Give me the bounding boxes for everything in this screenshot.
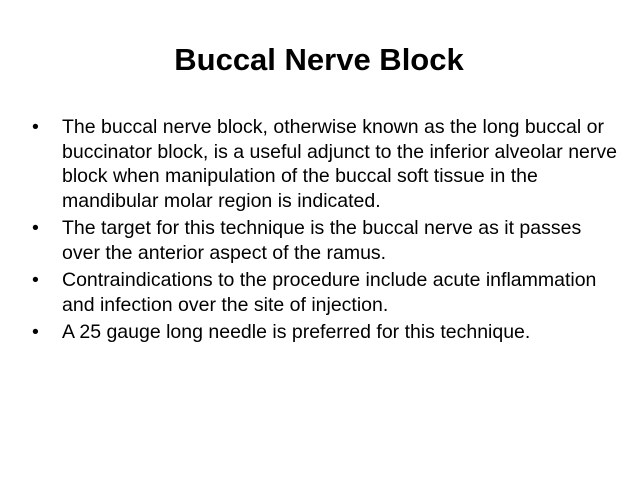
bullet-item — [32, 216, 622, 265]
bullet-marker: • — [32, 217, 39, 239]
bullet-text: The target for this technique is the buccal nerve as it passes over the anterior aspect of the ramus. — [62, 217, 582, 264]
bullet-text: A 25 gauge long needle is preferred for this technique. — [62, 321, 531, 343]
bullet-text: The buccal nerve block, otherwise known as the long buccal or buccinator block, is a useful adjunct to the inferior alveolar nerve block when manipulation of the buccal soft tissue in the mandibular molar region is indicated. — [62, 116, 617, 212]
bullet-marker: • — [32, 116, 39, 138]
bullet-item — [32, 115, 622, 213]
bullet-item — [32, 320, 622, 345]
slide-title: Buccal Nerve Block — [174, 42, 464, 77]
bullet-marker: • — [32, 321, 39, 343]
bullet-item — [32, 268, 622, 317]
bullet-marker: • — [32, 269, 39, 291]
bullet-text: Contraindications to the procedure include acute inflammation and infection over the site of injection. — [62, 269, 597, 316]
bullet-list — [32, 115, 622, 348]
